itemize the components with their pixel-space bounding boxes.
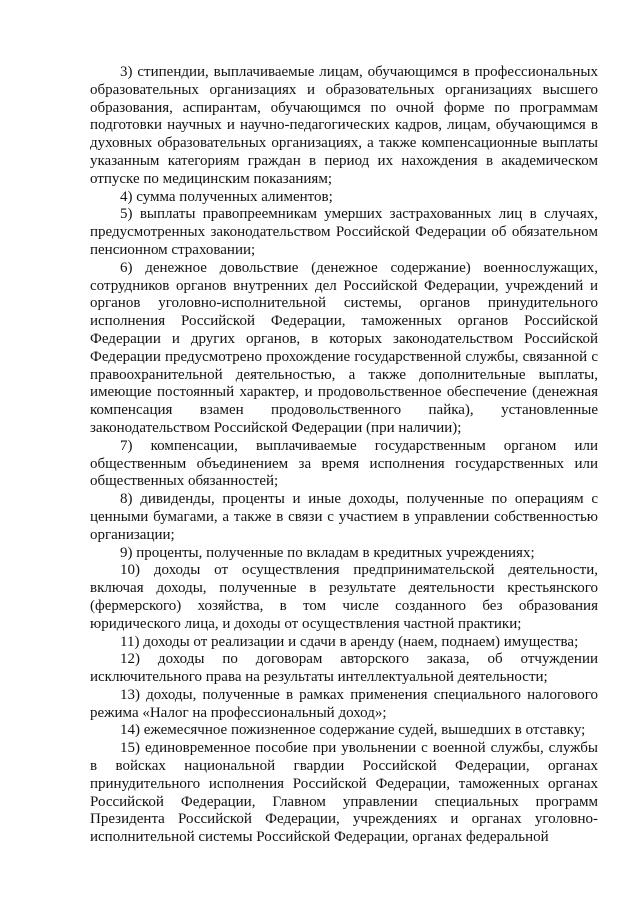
paragraph-item-13: 13) доходы, полученные в рамках применения специального налогового режима «Налог на профессиональный доход»;	[90, 686, 598, 721]
paragraph-item-9: 9) проценты, полученные по вкладам в кредитных учреждениях;	[120, 544, 535, 561]
document-body	[90, 64, 598, 847]
paragraph-item-15: 15) единовременное пособие при увольнении с военной службы, службы в войсках национальной гвардии Российской Федерации, органах принудительного исполнения Российской Федерации, таможенных органах Российской Федерации, Главном управлении специальных программ Президента Российской Федерации, учреждениях и органах уголовно-исполнительной системы Российской Федерации, органах федеральной	[90, 740, 598, 846]
paragraph-item-10: 10) доходы от осуществления предпринимательской деятельности, включая доходы, полученные в результате деятельности крестьянского (фермерского) хозяйства, в том числе созданного без образования юридического лица, и доходы от осуществления частной практики;	[90, 562, 598, 632]
paragraph-item-5: 5) выплаты правопреемникам умерших застрахованных лиц в случаях, предусмотренных законодательством Российской Федерации об обязательном пенсионном страховании;	[90, 206, 598, 258]
paragraph-item-4: 4) сумма полученных алиментов;	[120, 188, 333, 205]
paragraph-item-7: 7) компенсации, выплачиваемые государственным органом или общественным объединением за время исполнения государственных или общественных обязанностей;	[90, 437, 598, 490]
paragraph-item-8: 8) дивиденды, проценты и иные доходы, полученные по операциям с ценными бумагами, а также в связи с участием в управлении собственностью организации;	[90, 491, 598, 543]
paragraph-item-11: 11) доходы от реализации и сдачи в аренду (наем, поднаем) имущества;	[120, 633, 579, 650]
paragraph-item-14: 14) ежемесячное пожизненное содержание судей, вышедших в отставку;	[120, 722, 586, 739]
paragraph-item-6: 6) денежное довольствие (денежное содержание) военнослужащих, сотрудников органов внутренних дел Российской Федерации, учреждений и органов уголовно-исполнительной системы, органов принудительного исполнения Российской Федерации, таможенных органов Российской Федерации и других органов, в которых законодательством Российской Федерации предусмотрено прохождение государственной службы, связанной с правоохранительной деятельностью, а также дополнительные выплаты, имеющие постоянный характер, и продовольственное обеспечение (денежная компенсация взамен продовольственного пайка), установленные законодательством Российской Федерации (при наличии);	[90, 259, 598, 436]
paragraph-item-12: 12) доходы по договорам авторского заказа, об отчуждении исключительного права на результаты интеллектуальной деятельности;	[90, 651, 598, 686]
paragraph-item-3: 3) стипендии, выплачиваемые лицам, обучающимся в профессиональных образовательных организациях и образовательных организациях высшего образования, аспирантам, обучающимся по очной форме по программам подготовки научных и научно-педагогических кадров, лицам, обучающимся в духовных образовательных организациях, а также компенсационные выплаты указанным категориям граждан в период их нахождения в академическом отпуске по медицинским показаниям;	[90, 64, 598, 187]
